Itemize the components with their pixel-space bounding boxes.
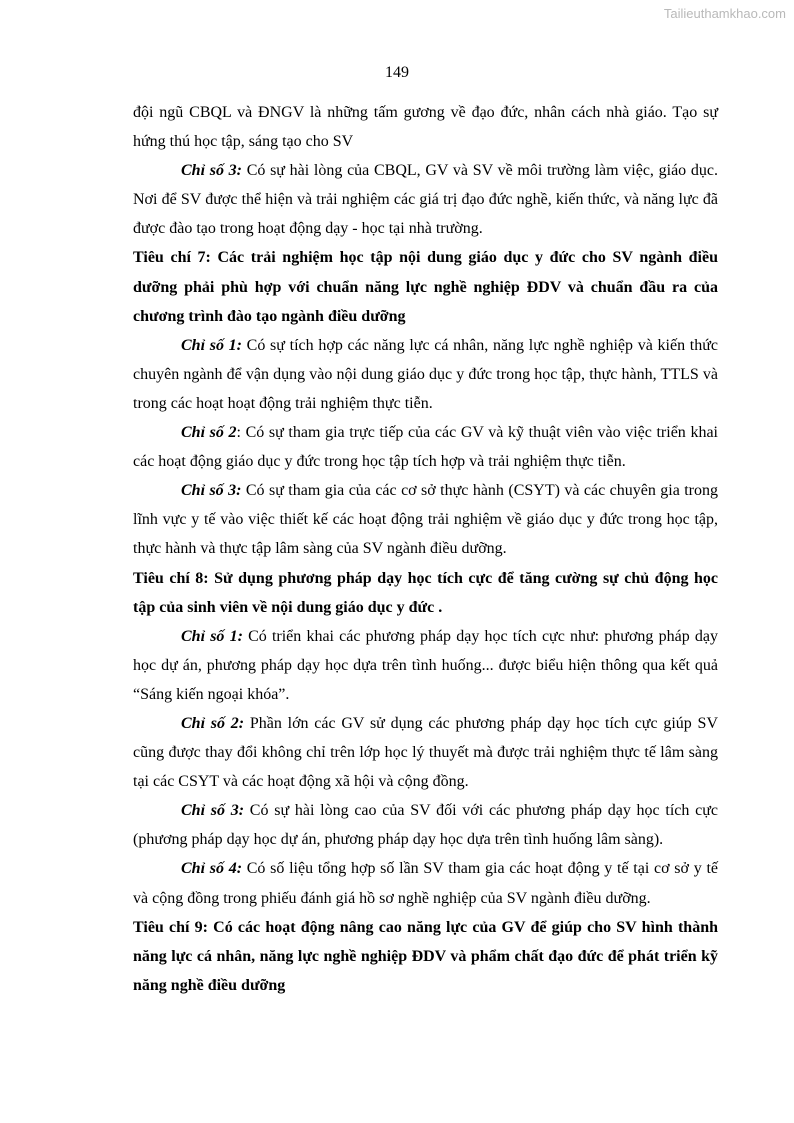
indicator-paragraph	[133, 854, 718, 912]
indicator-text: Có sự tham gia của các cơ sở thực hành (CSYT) và các chuyên gia trong lĩnh vực y tế vào việc thiết kế các hoạt động trải nghiệm về giáo dục y đức trong học tập, thực hành và thực tập lâm sàng của SV ngành điều dưỡng.	[133, 482, 718, 558]
criterion-heading-8: Tiêu chí 8: Sử dụng phương pháp dạy học tích cực để tăng cường sự chủ động học tập của sinh viên về nội dung giáo dục y đức .	[133, 569, 718, 616]
indicator-paragraph	[133, 796, 718, 854]
indicator-text: Có sự tích hợp các năng lực cá nhân, năng lực nghề nghiệp và kiến thức chuyên ngành để vận dụng vào nội dung giáo dục y đức trong học tập, thực hành, TTLS và trong các hoạt hoạt động trải nghiệm thực tiễn.	[133, 336, 718, 412]
indicator-text: : Có sự tham gia trực tiếp của các GV và kỹ thuật viên vào việc triển khai các hoạt động giáo dục y đức trong học tập tích hợp và trải nghiệm thực tiễn.	[133, 424, 718, 471]
indicator-label: Chỉ số 1:	[181, 627, 243, 645]
document-body	[133, 98, 718, 1000]
indicator-paragraph	[133, 709, 718, 796]
indicator-label: Chỉ số 2:	[181, 714, 245, 732]
indicator-text: Có sự hài lòng cao của SV đối với các phương pháp dạy học tích cực (phương pháp dạy học dự án, phương pháp dạy học dựa trên tình huống lâm sàng).	[133, 802, 719, 849]
indicator-paragraph	[133, 476, 718, 563]
indicator-label: Chỉ số 2	[181, 424, 237, 442]
page-number: 149	[385, 64, 409, 81]
paragraph-text: đội ngũ CBQL và ĐNGV là những tấm gương về đạo đức, nhân cách nhà giáo. Tạo sự hứng thú học tập, sáng tạo cho SV	[133, 104, 718, 151]
indicator-text: Phần lớn các GV sử dụng các phương pháp dạy học tích cực giúp SV cũng được thay đổi không chỉ trên lớp học lý thuyết mà được trải nghiệm thực tế lâm sàng tại các CSYT và các hoạt động xã hội và cộng đồng.	[133, 714, 719, 791]
criterion-heading-7: Tiêu chí 7: Các trải nghiệm học tập nội dung giáo dục y đức cho SV ngành điều dưỡng phải phù hợp với chuẩn năng lực nghề nghiệp ĐDV và chuẩn đầu ra của chương trình đào tạo ngành điều dưỡng	[133, 249, 718, 325]
indicator-paragraph	[133, 418, 718, 476]
watermark: Tailieuthamkhao.com	[663, 6, 786, 21]
indicator-text: Có triển khai các phương pháp dạy học tích cực như: phương pháp dạy học dự án, phương pháp dạy học dựa trên tình huống... được biểu hiện thông qua kết quả “Sáng kiến ngoại khóa”.	[133, 627, 718, 703]
indicator-label: Chỉ số 3:	[181, 482, 242, 500]
paragraph-intro	[133, 98, 718, 156]
indicator-label: Chỉ số 3:	[181, 162, 242, 180]
indicator-paragraph	[133, 622, 718, 709]
indicator-label: Chỉ số 3:	[181, 802, 245, 820]
indicator-label: Chỉ số 4:	[181, 860, 243, 878]
criterion-heading-9: Tiêu chí 9: Có các hoạt động nâng cao năng lực của GV để giúp cho SV hình thành năng lực cá nhân, năng lực nghề nghiệp ĐDV và phẩm chất đạo đức để phát triển kỹ năng nghề điều dưỡng	[133, 918, 718, 994]
indicator-label: Chỉ số 1:	[181, 336, 242, 354]
indicator-paragraph	[133, 156, 718, 243]
indicator-paragraph	[133, 331, 718, 418]
indicator-text: Có số liệu tổng hợp số lần SV tham gia các hoạt động y tế tại cơ sở y tế và cộng đồng trong phiếu đánh giá hồ sơ nghề nghiệp của SV ngành điều dưỡng.	[133, 860, 718, 907]
indicator-text: Có sự hài lòng của CBQL, GV và SV về môi trường làm việc, giáo dục. Nơi để SV được thể hiện và trải nghiệm các giá trị đạo đức nghề, kiến thức, và năng lực đã được đào tạo trong hoạt động dạy - học tại nhà trường.	[133, 162, 718, 238]
